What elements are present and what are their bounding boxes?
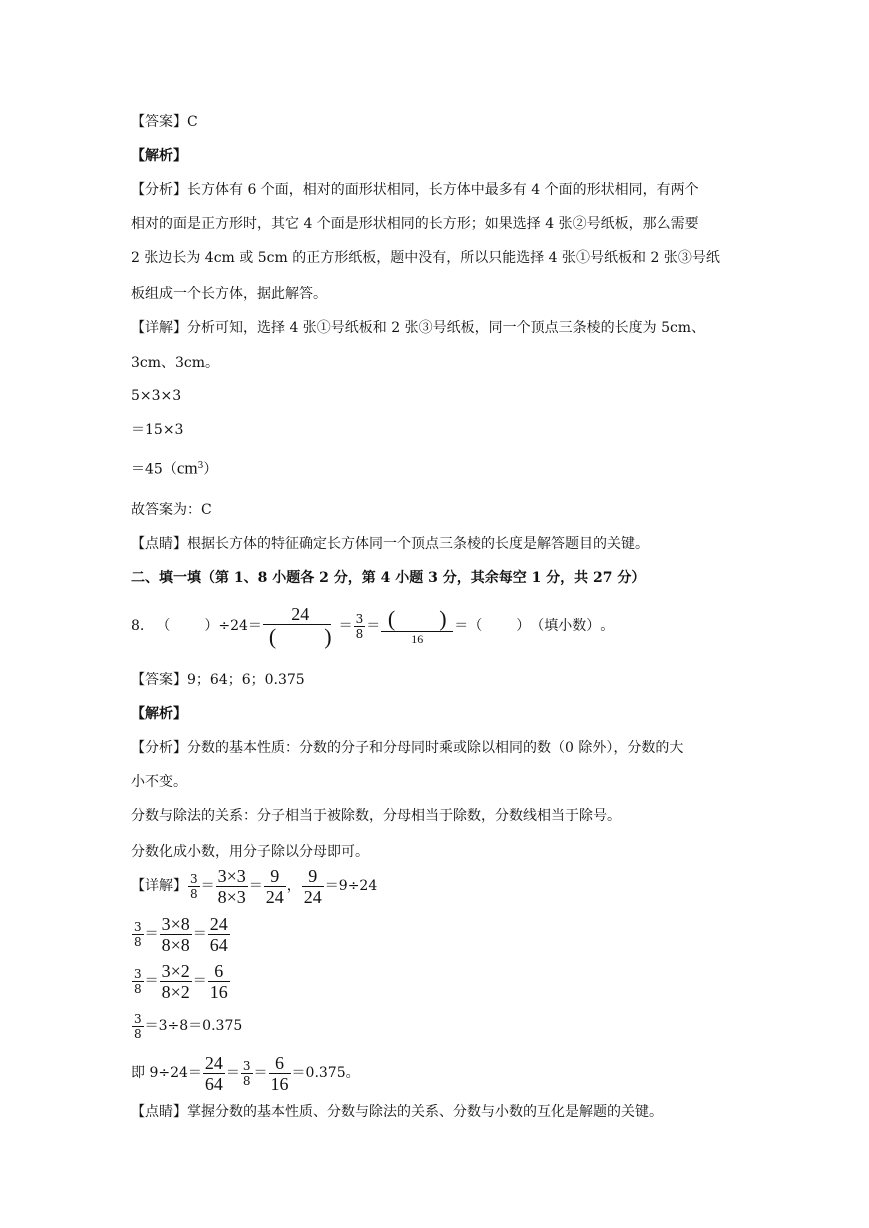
fraction — [188, 873, 200, 900]
blank-close-paren: ） — [516, 618, 531, 634]
fraction — [381, 605, 453, 646]
q7-calc3-unit: cm — [176, 458, 198, 478]
fraction-denominator: 64 — [209, 934, 228, 955]
fraction-denominator: 8 — [134, 981, 142, 996]
fraction-numerator: ( ) — [387, 605, 447, 631]
q7-detail-line: 3cm、3cm。 — [131, 355, 220, 371]
q8-question — [131, 604, 614, 648]
q8-detail-line — [131, 913, 231, 955]
q7-analysis-line: 板组成一个长方体，据此解答。 — [131, 286, 327, 302]
fraction — [241, 1060, 253, 1087]
equals-sign: ＝ — [225, 1065, 240, 1081]
fraction — [208, 915, 230, 954]
q8-detail-line — [131, 960, 231, 1002]
q8-div24: ÷24＝ — [218, 618, 262, 634]
fraction-denominator: 8×8 — [161, 934, 190, 955]
fraction-denominator: 8 — [190, 886, 198, 901]
equals-sign: ＝ — [454, 618, 469, 634]
fraction — [263, 605, 338, 648]
blank-close-paren: ） — [204, 618, 219, 634]
fraction-denominator: 16 — [270, 1073, 289, 1094]
fraction-numerator: 3×3 — [217, 865, 246, 886]
q8-detail-line — [131, 1052, 360, 1094]
equals-sign: ＝ — [253, 1065, 268, 1081]
blank-open-paren: （ — [468, 618, 483, 634]
fraction-numerator: 24 — [204, 1052, 223, 1073]
equals-sign: ＝ — [338, 618, 353, 634]
q8-tail: （填小数） — [530, 618, 601, 634]
fraction — [160, 962, 192, 1001]
q8-analysis-heading: 【解析】 — [131, 706, 187, 722]
fraction — [132, 921, 144, 948]
q7-calc3-prefix: ＝45（ — [131, 461, 177, 478]
fraction-denominator: 8×2 — [161, 981, 190, 1002]
fraction-denominator: 24 — [303, 886, 322, 907]
fraction-denominator: 8 — [134, 934, 142, 949]
detail-prefix: 即 9÷24＝ — [131, 1065, 202, 1081]
equals-sign: ＝ — [144, 973, 159, 989]
q7-analysis-line: 2 张边长为 4cm 或 5cm 的正方形纸板，题中没有，所以只能选择 4 张①号纸板和 2 张③号纸 — [131, 250, 720, 266]
q7-analysis-line: 相对的面是正方形时，其它 4 个面是形状相同的长方形；如果选择 4 张②号纸板，那么需要 — [131, 216, 699, 232]
fraction-numerator: 9 — [270, 865, 280, 886]
fraction-denominator: 8×3 — [217, 886, 246, 907]
q7-calc-line: 5×3×3 — [131, 388, 182, 404]
equals-sign: ＝ — [366, 618, 381, 634]
fraction — [132, 1013, 144, 1040]
fraction-numerator: 6 — [275, 1052, 285, 1073]
fraction-denominator: 8 — [242, 1073, 251, 1088]
equals-sign: ＝ — [200, 878, 215, 894]
fraction — [208, 962, 230, 1001]
q8-analysis-line: 【分析】分数的基本性质：分数的分子和分母同时乘或除以相同的数（0 除外），分数的大 — [131, 740, 684, 756]
q7-calc3-suffix: ） — [203, 461, 218, 478]
q8-answer: 【答案】9；64；6；0.375 — [131, 672, 305, 688]
q7-calc-line: ＝15×3 — [131, 422, 184, 438]
fraction-denominator: ( ) — [268, 623, 332, 649]
q7-calc3-exponent: 3 — [197, 461, 204, 471]
q7-analysis-line: 【分析】长方体有 6 个面，相对的面形状相同，长方体中最多有 4 个面的形状相同，有两个 — [131, 182, 699, 198]
fraction-numerator: 3 — [134, 966, 142, 981]
fraction-denominator: 64 — [204, 1073, 223, 1094]
fraction — [132, 968, 144, 995]
equals-sign: ＝ — [192, 926, 207, 942]
fraction-numerator: 3 — [355, 611, 364, 626]
fraction-numerator: 3×2 — [161, 960, 190, 981]
comma: ， — [286, 878, 301, 894]
fraction-numerator: 3 — [134, 919, 142, 934]
fraction-numerator: 3 — [134, 1011, 142, 1026]
q8-analysis-line: 小不变。 — [131, 774, 187, 790]
fraction-numerator: 6 — [214, 960, 224, 981]
q8-detail-line — [131, 1006, 242, 1046]
q8-number: 8. — [131, 618, 145, 634]
q8-period: 。 — [600, 618, 615, 634]
fraction — [269, 1054, 291, 1093]
q7-calc-line — [131, 456, 217, 480]
q7-conclusion: 故答案为：C — [131, 502, 212, 518]
section-title: 二、填一填（第 1、8 小题各 2 分，第 4 小题 3 分，其余每空 1 分，共 27 分） — [131, 570, 646, 586]
q8-detail-line — [131, 866, 377, 906]
fraction — [160, 915, 192, 954]
q8-analysis-line: 分数与除法的关系：分子相当于被除数，分母相当于除数，分数线相当于除号。 — [131, 808, 621, 824]
equals-sign: ＝ — [192, 973, 207, 989]
fraction — [264, 867, 286, 906]
q7-answer: 【答案】C — [131, 114, 198, 130]
q7-detail-line: 【详解】分析可知，选择 4 张①号纸板和 2 张③号纸板，同一个顶点三条棱的长度为 5cm、 — [131, 320, 706, 336]
fraction-denominator: 8 — [134, 1026, 142, 1041]
detail-tail: ＝0.375。 — [291, 1065, 360, 1081]
fraction-numerator: 3 — [190, 871, 198, 886]
fraction-numerator: 9 — [308, 865, 318, 886]
fraction-denominator: 16 — [411, 631, 424, 646]
q8-analysis-line: 分数化成小数，用分子除以分母即可。 — [131, 844, 369, 860]
blank-open-paren: （ — [156, 618, 171, 634]
fraction — [203, 1054, 225, 1093]
fraction-numerator: 3 — [242, 1058, 251, 1073]
fraction — [302, 867, 324, 906]
detail-label: 【详解】 — [131, 878, 187, 894]
fraction-denominator: 8 — [355, 626, 364, 641]
fraction-denominator: 16 — [209, 981, 228, 1002]
q7-analysis-heading: 【解析】 — [131, 148, 187, 164]
fraction — [354, 613, 366, 640]
fraction-numerator: 24 — [291, 603, 310, 624]
fraction — [216, 867, 248, 906]
equals-sign: ＝ — [144, 926, 159, 942]
detail-tail: ＝9÷24 — [324, 878, 378, 894]
detail-tail: ＝3÷8＝0.375 — [144, 1018, 243, 1034]
fraction-numerator: 24 — [209, 913, 228, 934]
fraction-numerator: 3×8 — [161, 913, 190, 934]
q7-key-point: 【点睛】根据长方体的特征确定长方体同一个顶点三条棱的长度是解答题目的关键。 — [131, 536, 649, 552]
q8-key-point: 【点睛】掌握分数的基本性质、分数与除法的关系、分数与小数的互化是解题的关键。 — [131, 1104, 663, 1120]
fraction-denominator: 24 — [265, 886, 284, 907]
equals-sign: ＝ — [248, 878, 263, 894]
